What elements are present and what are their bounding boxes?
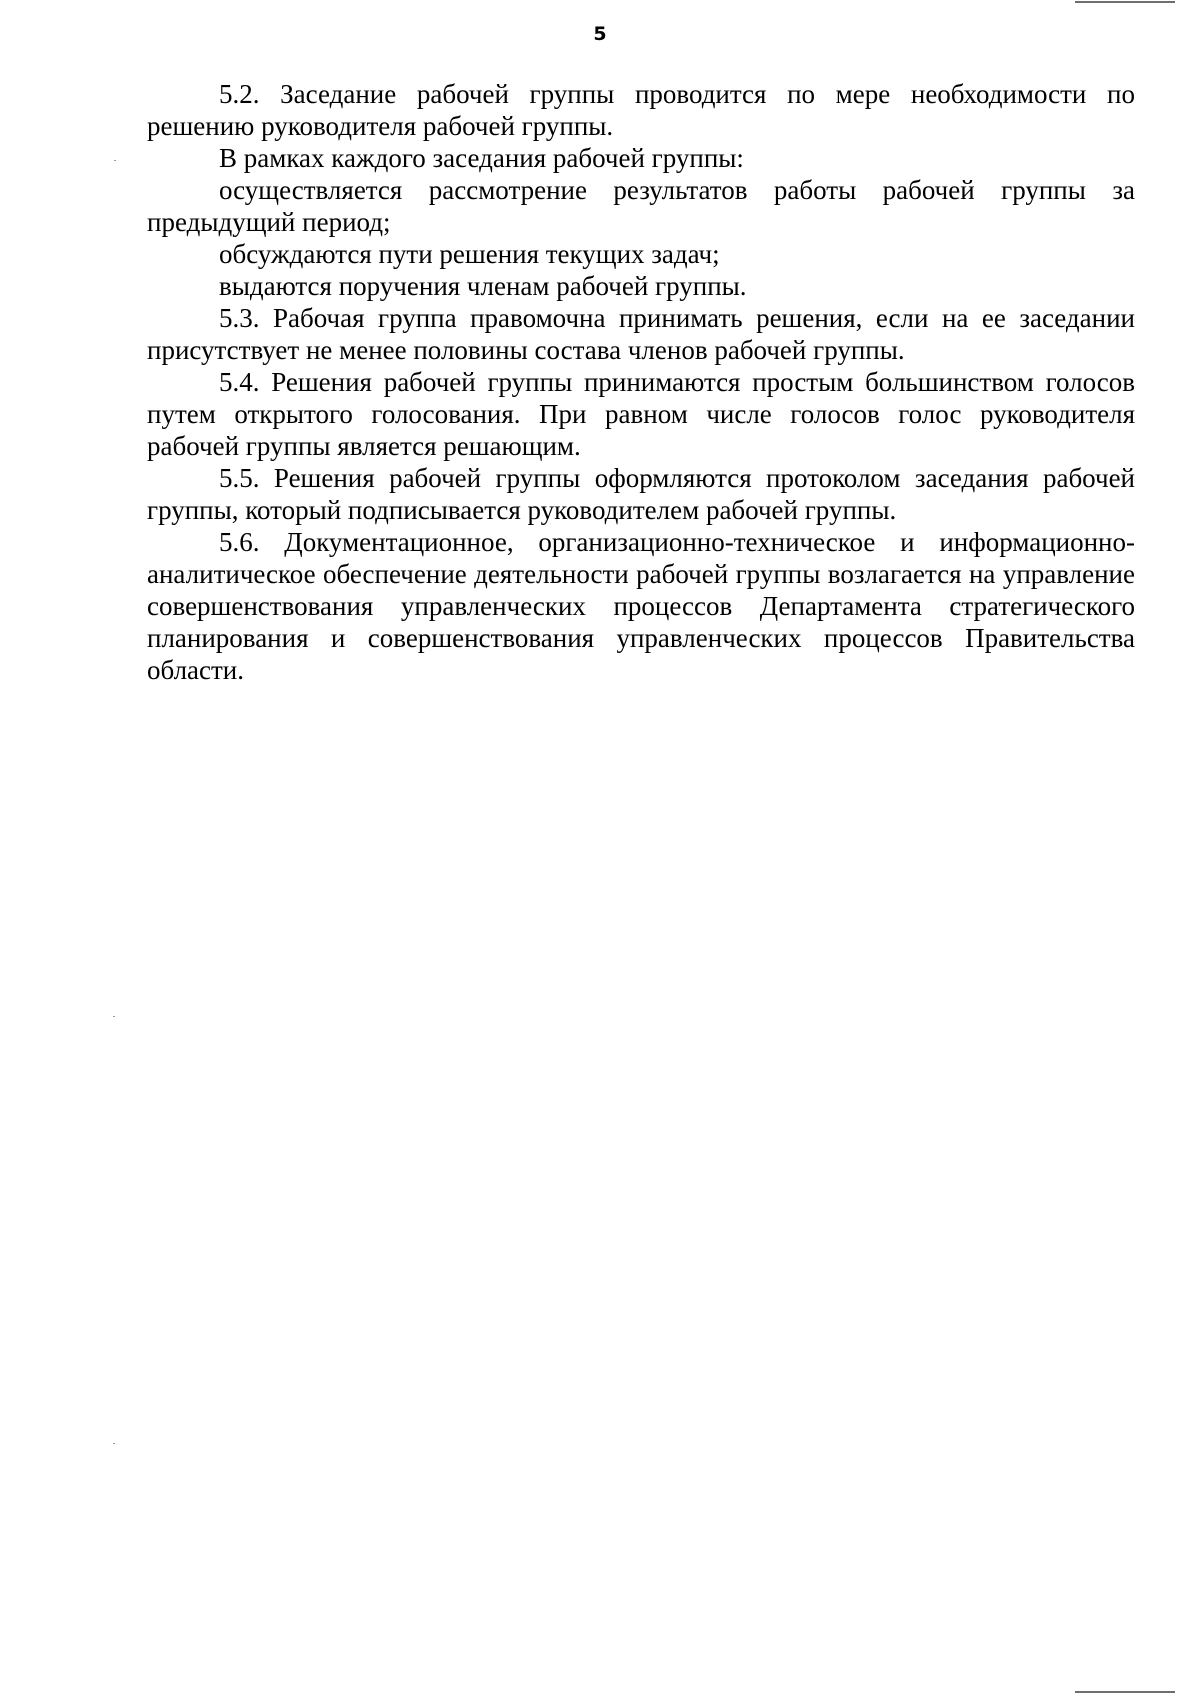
paragraph-5-5: 5.5. Решения рабочей группы оформляются протоколом заседания рабочей группы, который подписывается руководителем рабочей группы. [147,463,1135,525]
paragraph-assignments: выдаются поручения членам рабочей группы. [219,271,747,301]
scan-mark-bottom-right [1075,1691,1175,1693]
paragraph-5-4: 5.4. Решения рабочей группы принимаются простым большинством голосов путем открытого голосования. При равном числе голосов голос руководителя рабочей группы является решающим. [147,367,1135,461]
scan-mark-left-top [114,160,116,161]
paragraph-review-results: осуществляется рассмотрение результатов работы рабочей группы за предыдущий период; [147,175,1135,237]
scan-mark-left-middle [113,1016,115,1017]
paragraph-discuss-tasks: обсуждаются пути решения текущих задач; [219,239,720,269]
paragraph-meeting-intro: В рамках каждого заседания рабочей группы: [219,143,744,173]
page-number: 5 [593,23,607,45]
document-body [147,78,1135,686]
paragraph-5-2: 5.2. Заседание рабочей группы проводится по мере необходимости по решению руководителя рабочей группы. [147,79,1135,141]
scan-mark-top-right [1075,1,1175,3]
paragraph-5-6: 5.6. Документационное, организационно-техническое и информационно-аналитическое обеспечение деятельности рабочей группы возлагается на управление совершенствования управленческих процессов Департамента стратегического планирования и совершенствования управленческих процессов Правительства области. [147,527,1135,685]
scan-mark-left-bottom [113,1443,115,1444]
paragraph-5-3: 5.3. Рабочая группа правомочна принимать решения, если на ее заседании присутствует не менее половины состава членов рабочей группы. [147,303,1135,365]
